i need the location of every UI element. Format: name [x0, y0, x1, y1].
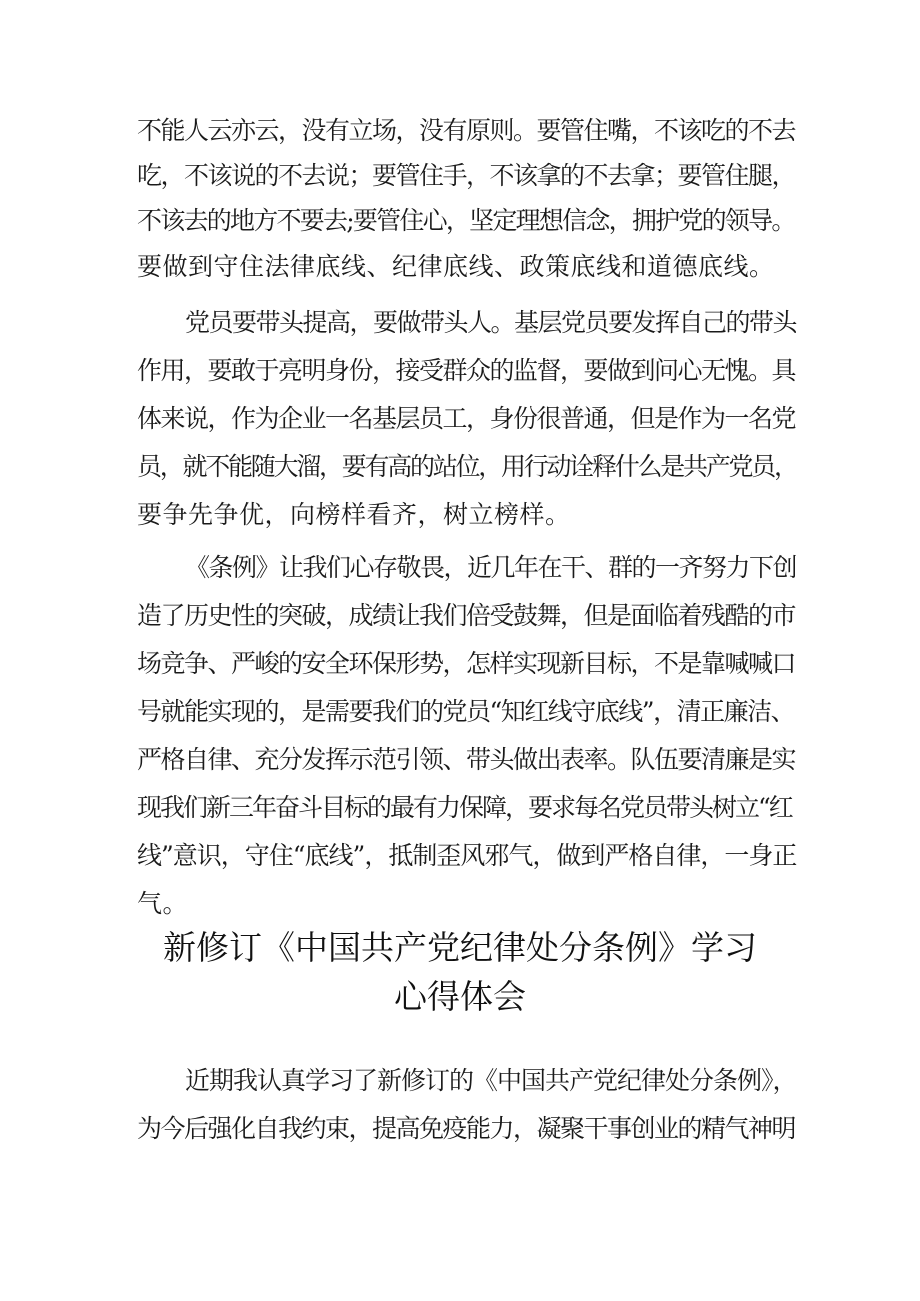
paragraph-3-line-4: 号就能实现的，是需要我们的党员“知红线守底线”，清正廉洁、	[137, 697, 795, 726]
paragraph-1-line-1: 不能人云亦云，没有立场，没有原则。要管住嘴，不该吃的不去	[137, 116, 796, 145]
paragraph-2-line-2: 作用，要敢于亮明身份，接受群众的监督，要做到问心无愧。具	[137, 356, 796, 385]
paragraph-1-line-3: 不该去的地方不要去;要管住心，坚定理想信念，拥护党的领导。	[137, 206, 795, 235]
paragraph-3-line-8: 气。	[137, 889, 189, 918]
paragraph-2-line-4: 员，就不能随大溜，要有高的站位，用行动诠释什么是共产党员，	[137, 452, 797, 481]
paragraph-3-line-6: 现我们新三年奋斗目标的最有力保障，要求每名党员带头树立“红	[137, 793, 792, 822]
paragraph-3-line-5: 严格自律、充分发挥示范引领、带头做出表率。队伍要清廉是实	[137, 745, 796, 774]
paragraph-3-line-2: 造了历史性的突破，成绩让我们倍受鼓舞，但是面临着残酷的市	[137, 601, 796, 630]
paragraph-1-line-4: 要做到守住法律底线、纪律底线、政策底线和道德底线。	[137, 252, 775, 281]
paragraph-2-line-1: 党员要带头提高，要做带头人。基层党员要发挥自己的带头	[185, 308, 797, 337]
paragraph-3-line-3: 场竞争、严峻的安全环保形势，怎样实现新目标，不是靠喊喊口	[137, 649, 796, 678]
closing-paragraph-line-2: 为今后强化自我约束，提高免疫能力，凝聚干事创业的精气神明	[137, 1114, 796, 1143]
paragraph-3-line-7: 线”意识，守住“底线”，抵制歪风邪气，做到严格自律，一身正	[137, 841, 797, 870]
paragraph-2-line-5: 要争先争优，向榜样看齐，树立榜样。	[137, 500, 571, 529]
paragraph-3-line-1: 《条例》让我们心存敬畏，近几年在干、群的一齐努力下创	[185, 553, 797, 582]
paragraph-1-line-2: 吃，不该说的不去说；要管住手，不该拿的不去拿；要管住腿，	[137, 161, 796, 190]
paragraph-2-line-3: 体来说，作为企业一名基层员工，身份很普通，但是作为一名党	[137, 404, 796, 433]
document-title-line-1: 新修订《中国共产党纪律处分条例》学习	[163, 928, 757, 967]
closing-paragraph-line-1: 近期我认真学习了新修订的《中国共产党纪律处分条例》，	[185, 1066, 797, 1095]
document-title-line-2: 心得体会	[394, 977, 526, 1016]
